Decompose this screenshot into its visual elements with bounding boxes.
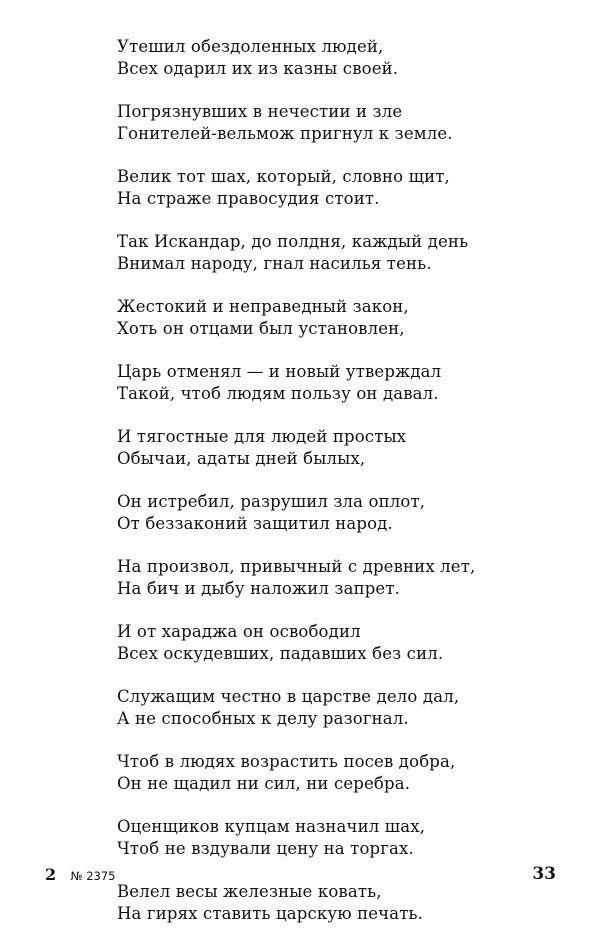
signature-number: 2 [45,865,57,884]
stanza [117,296,557,340]
poem-line: Такой, чтоб людям пользу он давал. [117,384,439,403]
poem-line: Утешил обездоленных людей, [117,37,384,56]
poem-line: Обычаи, адаты дней былых, [117,449,366,468]
poem-line: Чтоб в людях возрастить посев добра, [117,752,456,771]
stanza [117,36,557,80]
poem-line: И от хараджа он освободил [117,622,361,641]
poem-line: Хоть он отцами был установлен, [117,319,405,338]
poem-line: Велел весы железные ковать, [117,882,382,901]
print-code: № 2375 [70,869,116,883]
poem-line: Жестокий и неправедный закон, [117,297,409,316]
stanza [117,491,557,535]
stanza [117,816,557,860]
poem-line: А не способных к делу разогнал. [117,709,409,728]
poem-line: Погрязнувших в нечестии и зле [117,102,403,121]
stanza [117,556,557,600]
printer-signature [45,865,115,884]
poem-line: На произвол, привычный с древних лет, [117,557,476,576]
stanza [117,166,557,210]
poem-line: На бич и дыбу наложил запрет. [117,579,401,598]
poem-line: Чтоб не вздували цену на торгах. [117,839,414,858]
poem-text [117,36,557,946]
stanza [117,426,557,470]
poem-line: Всех одарил их из казны своей. [117,59,399,78]
poem-line: Оценщиков купцам назначил шах, [117,817,426,836]
poem-line: На страже правосудия стоит. [117,189,380,208]
stanza [117,621,557,665]
poem-line: На гирях ставить царскую печать. [117,904,424,923]
poem-line: Он истребил, разрушил зла оплот, [117,492,426,511]
poem-line: Царь отменял — и новый утверждал [117,362,442,381]
page-number: 33 [532,864,556,884]
stanza [117,686,557,730]
poem-line: Внимал народу, гнал насилья тень. [117,254,432,273]
poem-line: И тягостные для людей простых [117,427,407,446]
stanza [117,881,557,925]
poem-line: Он не щадил ни сил, ни серебра. [117,774,411,793]
poem-line: Всех оскудевших, падавших без сил. [117,644,444,663]
poem-line: Велик тот шах, который, словно щит, [117,167,450,186]
poem-line: Гонителей-вельмож пригнул к земле. [117,124,453,143]
stanza [117,231,557,275]
poem-line: От беззаконий защитил народ. [117,514,393,533]
poem-line: Так Искандар, до полдня, каждый день [117,232,469,251]
stanza [117,361,557,405]
stanza [117,101,557,145]
stanza [117,751,557,795]
poem-line: Служащим честно в царстве дело дал, [117,687,460,706]
